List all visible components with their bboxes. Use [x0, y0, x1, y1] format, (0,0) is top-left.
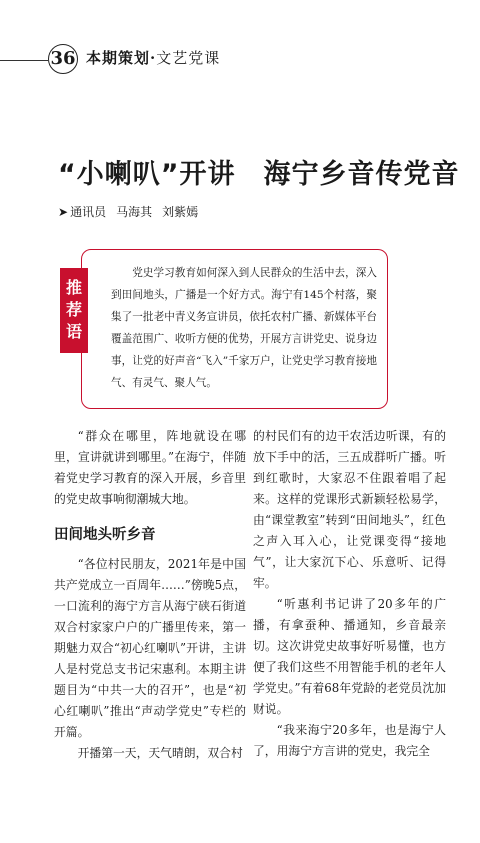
- byline-arrow-icon: ➤: [58, 205, 69, 219]
- section-separator: ·: [150, 49, 157, 67]
- left-column: [54, 426, 246, 764]
- paragraph: “我来海宁20多年，也是海宁人了，用海宁方言讲的党史，我完全: [253, 723, 446, 758]
- intro-text: [111, 262, 377, 394]
- author-name: 刘紫嫣: [162, 205, 199, 219]
- subheading: 田间地头听乡音: [54, 527, 156, 543]
- paragraph: 的村民们有的边干农活边听课，有的放下手中的活，三五成群听广播。听到红歌时，大家忍不住跟着唱了起来。这样的党课形式新颖轻松易学，由“课堂教室”转到“田间地头”，红色之声入耳入心，让党课变得“接地气”，让大家沉下心、乐意听、记得牢。: [253, 429, 446, 590]
- paragraph: “各位村民朋友，2021年是中国共产党成立一百周年……”傍晚5点，一口流利的海宁方言从海宁硖石街道双合村家家户户的广播里传来，第一期魅力双合“初心红喇叭”开讲，主讲人是村党总支书记宋惠利。本期主讲题目为“中共一大的召开”，也是“初心红喇叭”推出“声动学党史”专栏的开篇。: [54, 557, 246, 739]
- paragraph: “群众在哪里，阵地就设在哪里，宣讲就讲到哪里。”在海宁，伴随着党史学习教育的深入开展，乡音里的党史故事响彻潮城大地。: [54, 429, 246, 506]
- byline: [58, 203, 198, 220]
- article-title: “小喇叭”开讲 海宁乡音传党音: [58, 159, 460, 190]
- paragraph: 开播第一天，天气晴朗，双合村: [77, 746, 243, 760]
- byline-label: 通讯员: [70, 205, 107, 219]
- recommendation-tag: [60, 268, 88, 353]
- section-heading: [86, 47, 220, 68]
- tag-char: 语: [65, 322, 82, 341]
- right-column: [253, 426, 446, 762]
- tag-char: 荐: [65, 300, 82, 319]
- subsection-label: 文艺党课: [156, 49, 221, 67]
- author-name: 马海其: [116, 205, 153, 219]
- section-label: 本期策划: [86, 49, 151, 67]
- header-rule: [0, 60, 48, 61]
- tag-char: 推: [65, 278, 82, 297]
- paragraph: “听惠利书记讲了20多年的广播，有拿蚕种、播通知，乡音最亲切。这次讲党史故事好听易懂，也方便了我们这些不用智能手机的老年人学党史。”有着68年党龄的老党员沈加财说。: [253, 597, 446, 716]
- intro-body: 党史学习教育如何深入到人民群众的生活中去，深入到田间地头，广播是一个好方式。海宁有145个村落，聚集了一批老中青义务宣讲员，依托农村广播、新媒体平台覆盖范围广、收听方便的优势，开展方言讲党史、说身边事，让党的好声音“飞入”千家万户，让党史学习教育接地气、有灵气、聚人气。: [111, 267, 377, 389]
- page-number: 36: [48, 44, 78, 74]
